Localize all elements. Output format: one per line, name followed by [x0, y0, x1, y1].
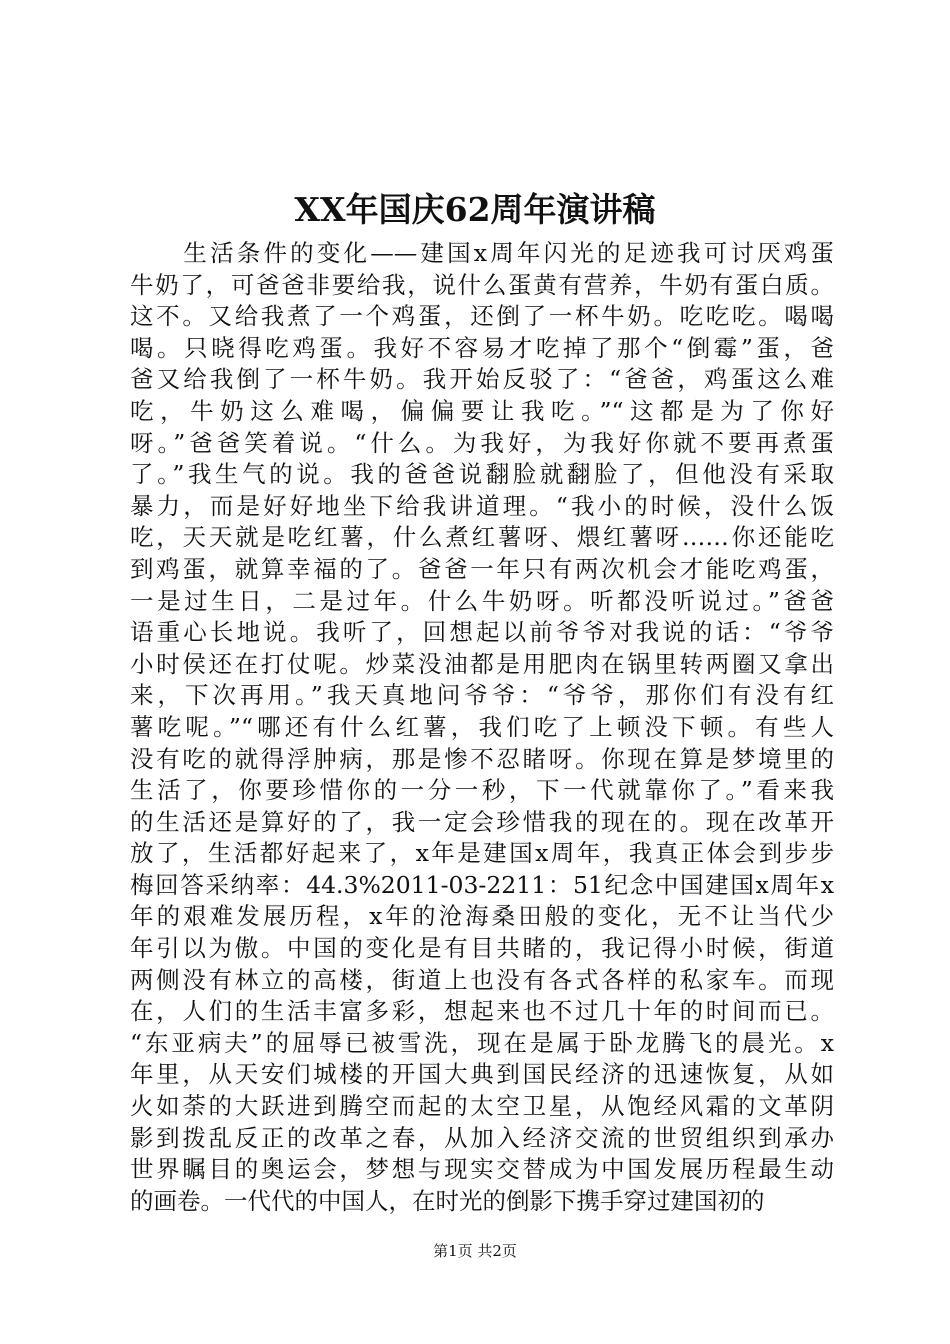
text-line: 的画卷。一代代的中国人，在时光的倒影下携手穿过建国初的 — [130, 1186, 765, 1215]
text-line: 暴力，而是好好地坐下给我讲道理。“我小的时候，没什么饭 — [130, 491, 834, 520]
text-line: 来，下次再用。”我天真地问爷爷：“爷爷，那你们有没有红 — [130, 681, 834, 710]
text-line: 呀。”爸爸笑着说。“什么。为我好，为我好你就不要再煮蛋 — [130, 428, 834, 457]
text-line: “东亚病夫”的屈辱已被雪洗，现在是属于卧龙腾飞的晨光。x — [130, 1028, 834, 1057]
text-line: 牛奶了，可爸爸非要给我，说什么蛋黄有营养，牛奶有蛋白质。 — [130, 270, 834, 299]
text-line: 生活了，你要珍惜你的一分一秒，下一代就靠你了。”看来我 — [130, 776, 834, 805]
text-line: 了。”我生气的说。我的爸爸说翻脸就翻脸了，但他没有采取 — [130, 460, 834, 489]
text-line: 吃，牛奶这么难喝，偏偏要让我吃。”“这都是为了你好 — [130, 396, 834, 425]
text-line: 放了，生活都好起来了，x年是建国x周年，我真正体会到步步 — [130, 839, 834, 868]
text-line: 生活条件的变化——建国x周年闪光的足迹我可讨厌鸡蛋 — [130, 239, 834, 267]
text-line: 语重心长地说。我听了，回想起以前爷爷对我说的话：“爷爷 — [130, 618, 834, 647]
document-title: XX年国庆62周年演讲稿 — [294, 190, 656, 229]
text-line: 世界瞩目的奥运会，梦想与现实交替成为中国发展历程最生动 — [130, 1155, 834, 1184]
text-line: 年引以为傲。中国的变化是有目共睹的，我记得小时候，街道 — [130, 934, 834, 963]
text-line: 一是过生日，二是过年。什么牛奶呀。听都没听说过。”爸爸 — [130, 586, 834, 615]
text-line: 小时侯还在打仗呢。炒菜没油都是用肥肉在锅里转两圈又拿出 — [130, 649, 834, 678]
text-line: 年里，从天安们城楼的开国大典到国民经济的迅速恢复，从如 — [130, 1060, 834, 1089]
text-line: 吃，天天就是吃红薯，什么煮红薯呀、煨红薯呀……你还能吃 — [130, 523, 834, 552]
text-line: 到鸡蛋，就算幸福的了。爸爸一年只有两次机会才能吃鸡蛋， — [130, 554, 834, 583]
text-line: 薯吃呢。”“哪还有什么红薯，我们吃了上顿没下顿。有些人 — [130, 712, 834, 741]
text-line: 两侧没有林立的高楼，街道上也没有各式各样的私家车。而现 — [130, 965, 834, 994]
text-line: 年的艰难发展历程，x年的沧海桑田般的变化，无不让当代少 — [130, 902, 834, 931]
text-line: 爸又给我倒了一杯牛奶。我开始反驳了：“爸爸，鸡蛋这么难 — [130, 365, 834, 394]
text-line: 影到拨乱反正的改革之春，从加入经济交流的世贸组织到承办 — [130, 1123, 834, 1152]
text-line: 火如荼的大跃进到腾空而起的太空卫星，从饱经风霜的文革阴 — [130, 1092, 834, 1121]
text-line: 这不。又给我煮了一个鸡蛋，还倒了一杯牛奶。吃吃吃。喝喝 — [130, 302, 834, 331]
text-line: 的生活还是算好的了，我一定会珍惜我的现在的。现在改革开 — [130, 807, 834, 836]
text-line: 喝。只晓得吃鸡蛋。我好不容易才吃掉了那个“倒霉”蛋，爸 — [130, 333, 834, 362]
document-body — [130, 238, 834, 1217]
text-line: 梅回答采纳率：44.3%2011-03-2211：51纪念中国建国x周年x — [130, 870, 834, 899]
text-line: 在，人们的生活丰富多彩，想起来也不过几十年的时间而已。 — [130, 997, 834, 1026]
text-line: 没有吃的就得浮肿病，那是惨不忍睹呀。你现在算是梦境里的 — [130, 744, 834, 773]
page-footer: 第1页 共2页 — [433, 1242, 517, 1260]
